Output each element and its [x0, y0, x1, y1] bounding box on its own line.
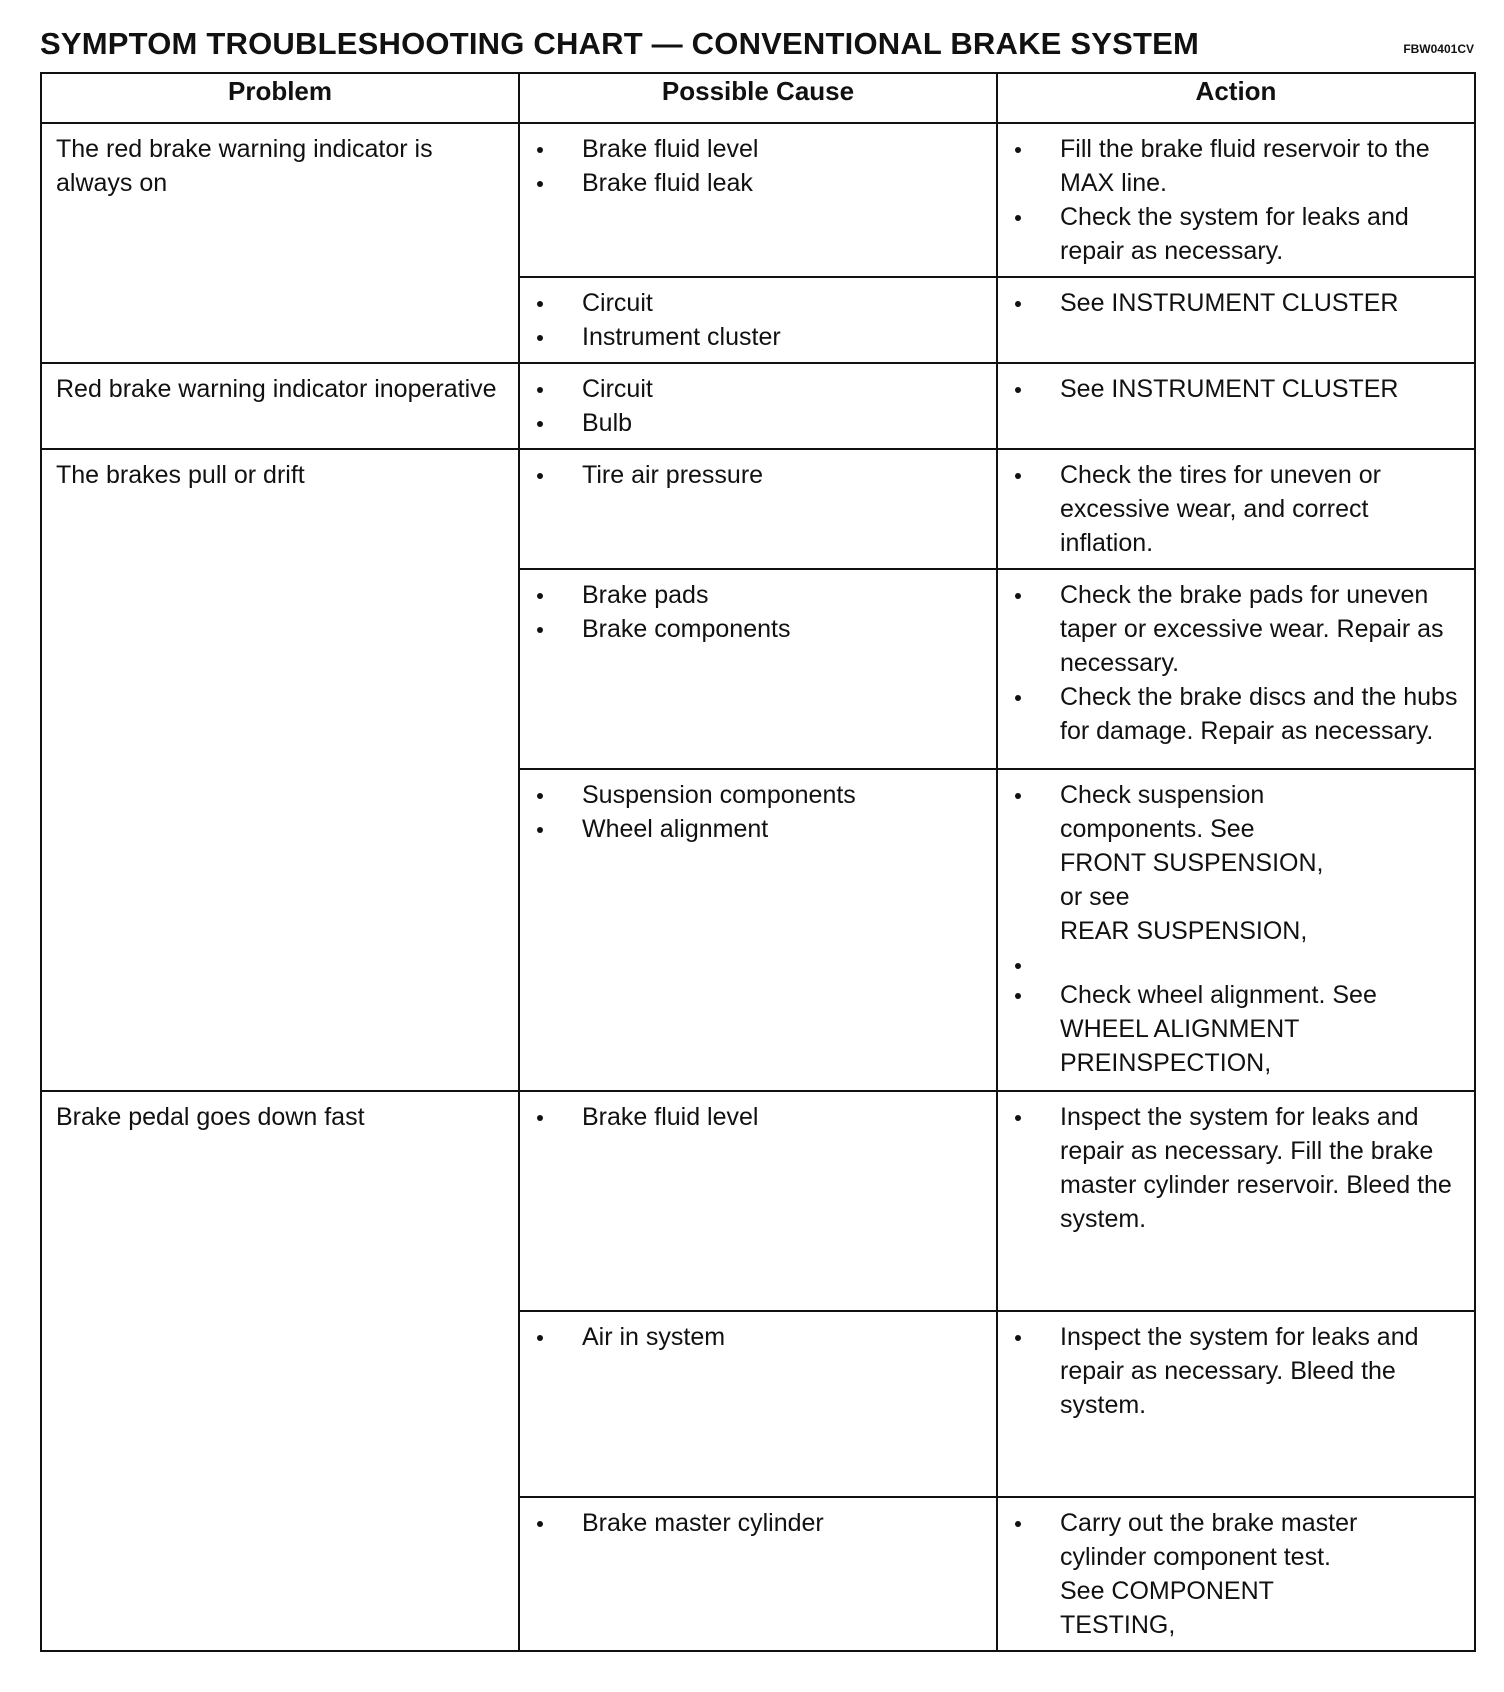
page-title: SYMPTOM TROUBLESHOOTING CHART — CONVENTIONAL BRAKE SYSTEM [40, 26, 1200, 61]
cause-item: Bulb [532, 406, 984, 440]
action-item: Fill the brake fluid reservoir to the MAX line. [1010, 132, 1462, 200]
cause-item: Brake pads [532, 578, 984, 612]
document-header [40, 22, 1474, 66]
action-line: WHEEL ALIGNMENT [1060, 1015, 1300, 1043]
action-item: Check the system for leaks and repair as necessary. [1010, 200, 1462, 268]
action-cell [997, 769, 1475, 1091]
cause-item: Suspension components [532, 778, 984, 812]
action-cell [997, 569, 1475, 769]
table-row [41, 1091, 1475, 1311]
cause-item: Air in system [532, 1320, 984, 1354]
document-code: FBW0401CV [1403, 42, 1474, 56]
action-line: components. See [1060, 815, 1255, 843]
action-item [1010, 778, 1462, 948]
cause-cell [519, 1497, 997, 1651]
problem-cell: Brake pedal goes down fast [41, 1091, 519, 1651]
cause-item: Tire air pressure [532, 458, 984, 492]
action-line: or see [1060, 883, 1130, 911]
action-item: See INSTRUMENT CLUSTER [1010, 286, 1462, 320]
cause-item: Brake fluid level [532, 132, 984, 166]
action-line: Check suspension [1060, 781, 1265, 809]
header-action: Action [997, 73, 1475, 123]
action-item: Check the tires for uneven or excessive wear, and correct inflation. [1010, 458, 1462, 560]
header-problem: Problem [41, 73, 519, 123]
table-row [41, 363, 1475, 449]
action-line: Carry out the brake master [1060, 1509, 1358, 1537]
action-line: FRONT SUSPENSION, [1060, 849, 1324, 877]
action-item: Check the brake discs and the hubs for damage. Repair as necessary. [1010, 680, 1462, 748]
action-cell [997, 1091, 1475, 1311]
header-possible-cause: Possible Cause [519, 73, 997, 123]
problem-cell: The brakes pull or drift [41, 449, 519, 1091]
table-header-row [41, 73, 1475, 123]
cause-item: Wheel alignment [532, 812, 984, 846]
action-line: PREINSPECTION, [1060, 1049, 1272, 1077]
cause-item: Brake fluid leak [532, 166, 984, 200]
cause-cell [519, 277, 997, 363]
action-cell [997, 123, 1475, 277]
action-line: TESTING, [1060, 1611, 1176, 1639]
action-cell [997, 1497, 1475, 1651]
cause-cell [519, 123, 997, 277]
action-item: Check the brake pads for uneven taper or excessive wear. Repair as necessary. [1010, 578, 1462, 680]
table-row [41, 449, 1475, 569]
cause-item: Circuit [532, 372, 984, 406]
action-line: See COMPONENT [1060, 1577, 1274, 1605]
cause-cell [519, 1091, 997, 1311]
problem-cell: The red brake warning indicator is always on [41, 123, 519, 363]
action-item [1010, 978, 1462, 1080]
action-cell [997, 277, 1475, 363]
problem-cell: Red brake warning indicator inoperative [41, 363, 519, 449]
cause-item: Brake components [532, 612, 984, 646]
cause-item: Brake fluid level [532, 1100, 984, 1134]
cause-item: Brake master cylinder [532, 1506, 984, 1540]
table-row [41, 123, 1475, 277]
action-item: Inspect the system for leaks and repair as necessary. Fill the brake master cylinder reservoir. Bleed the system. [1010, 1100, 1462, 1236]
action-item [1010, 1506, 1462, 1642]
action-line: REAR SUSPENSION, [1060, 917, 1308, 945]
cause-item: Instrument cluster [532, 320, 984, 354]
action-spacer [1010, 948, 1462, 978]
action-line: cylinder component test. [1060, 1543, 1331, 1571]
cause-cell [519, 449, 997, 569]
troubleshooting-table [40, 72, 1476, 1652]
cause-cell [519, 1311, 997, 1497]
cause-cell [519, 363, 997, 449]
action-line: Check wheel alignment. See [1060, 981, 1377, 1009]
cause-cell [519, 569, 997, 769]
action-cell [997, 1311, 1475, 1497]
cause-item: Circuit [532, 286, 984, 320]
action-item: Inspect the system for leaks and repair as necessary. Bleed the system. [1010, 1320, 1462, 1422]
action-item: See INSTRUMENT CLUSTER [1010, 372, 1462, 406]
action-cell [997, 363, 1475, 449]
cause-cell [519, 769, 997, 1091]
action-cell [997, 449, 1475, 569]
